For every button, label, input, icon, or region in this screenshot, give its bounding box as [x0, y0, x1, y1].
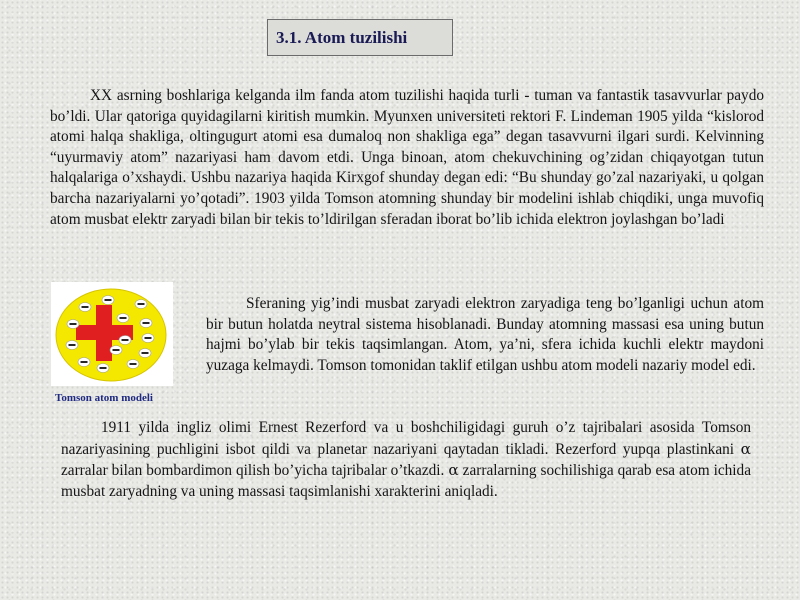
electron-icon [78, 358, 90, 367]
thomson-atom-figure [51, 282, 173, 386]
paragraph-intro: XX asrning boshlariga kelganda ilm fanda atom tuzilishi haqida turli - tuman va fantastik tasavvurlar paydo bo’ldi. Ular qatoriga quyidagilarni kiritish mumkin. Myunxen universiteti rektori F. Lindeman 1905 yilda “kislorod atomi halqa shakliga, oltingugurt atomi esa dumaloq non shakliga ega” degan tasavvurni ilgari surdi. Kelvinning “uyurmaviy atom” nazariyasi ham davom etdi. Unga binoan, atom chekuvchining og’zidan chiqayotgan tutun halqalariga o’xshaydi. Ushbu nazariya haqida Kirxgof shunday degan edi: “Bu shunday go’zal nazariyaki, u qolgan barcha nazariyalarni yo’qotadi”. 1903 yilda Tomson atomning shunday bir modelini ishlab chiqdiki, unga muvofiq atom musbat elektr zaryadi bilan bir tekis to’ldirilgan sferadan iborat bo’lib ichida elektron joylashgan bo’ladi [50, 87, 764, 228]
electron-icon [110, 346, 122, 355]
electron-icon [102, 296, 114, 305]
electron-icon [97, 364, 109, 373]
electron-icon [117, 314, 129, 323]
electron-icon [67, 320, 79, 329]
paragraph-rutherford-part-2: zarralar bilan bombardimon qilish bo’yicha tajribalar o’tkazdi. [61, 462, 445, 480]
electron-icon [79, 303, 91, 312]
page-title: 3.1. Atom tuzilishi [276, 27, 408, 47]
electron-icon [140, 319, 152, 328]
thomson-atom-model-icon [51, 282, 173, 386]
figure-caption: Tomson atom modeli [55, 392, 153, 404]
electron-icon [142, 334, 154, 343]
paragraph-rutherford-part-1: 1911 yilda ingliz olimi Ernest Rezerford va u boshchiligidagi guruh o’z tajribalari asosida Tomson nazariyasining puchligini isbot qildi va planetar nazariyani qaytadan tikladi. Rezerford yupqa plastinkani [61, 419, 751, 458]
title-box [267, 19, 453, 56]
paragraph-rutherford [61, 418, 751, 502]
alpha-symbol: α [740, 439, 751, 458]
paragraph-thomson-model: Sferaning yig’indi musbat zaryadi elektron zaryadiga teng bo’lganligi uchun atom bir butun holatda neytral sistema hisoblanadi. Bunday atomning massasi esa uning butun hajmi bo’ylab bir tekis taqsimlangan. Atom, ya’ni, sfera ichida kuchli elektr maydoni yuzaga kelmaydi. Tomson tomonidan taklif etilgan ushbu atom modeli nazariy model edi. [206, 295, 764, 374]
alpha-symbol: α [448, 461, 459, 480]
electron-icon [119, 336, 131, 345]
electron-icon [139, 349, 151, 358]
electron-icon [66, 341, 78, 350]
electron-icon [127, 360, 139, 369]
electron-icon [135, 300, 147, 309]
paragraph-rutherford-part-3: zarralarning sochilishiga qarab esa atom ichida musbat zaryadning va uning massasi taqsimlanishi xarakterini aniqladi. [61, 462, 751, 500]
